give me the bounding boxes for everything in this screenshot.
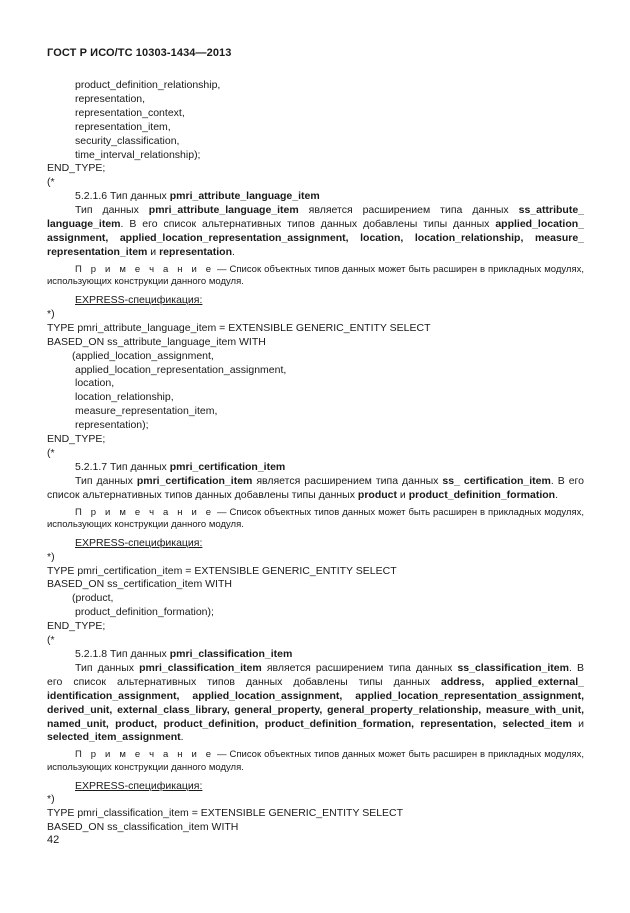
section-heading: 5.2.1.7 Тип данных pmri_certification_item xyxy=(75,460,286,473)
code-line: security_classification, xyxy=(75,134,180,147)
section-paragraph: Тип данных pmri_classification_item является расширением типа данных ss_classification_item. В его список альтернативных типов данных добавлены типы данных address, applied_external_ identification_assignment, applied_location_assignment, applied_location_representation_assignment, derived_unit, external_class_library, general_property, general_property_relationship, measure_with_unit, named_unit, product, product_definition, product_definition_formation, representation, selected_item и selected_item_assignment. xyxy=(47,661,584,744)
code-line: measure_representation_item, xyxy=(75,405,218,418)
comment-close: *) xyxy=(47,307,55,320)
code-line: (applied_location_assignment, xyxy=(72,349,214,362)
express-spec-label: EXPRESS-спецификация: xyxy=(75,779,203,792)
section-paragraph: Тип данных pmri_attribute_language_item является расширением типа данных ss_attribute_ language_item. В его список альтернативных типов данных добавлены типы данных applied_location_ assignment, applied_location_representation_assignment, location, location_relationship, measure_ representation_item и representation. xyxy=(47,204,584,258)
comment-open: (* xyxy=(47,634,55,647)
code-line: END_TYPE; xyxy=(47,162,106,175)
express-spec-label: EXPRESS-спецификация: xyxy=(75,536,203,549)
section-heading: 5.2.1.8 Тип данных pmri_classification_item xyxy=(75,648,293,660)
code-line: time_interval_relationship); xyxy=(75,148,201,161)
code-line: BASED_ON ss_certification_item WITH xyxy=(47,578,232,591)
code-line: applied_location_representation_assignment, xyxy=(75,363,287,376)
express-spec-label: EXPRESS-спецификация: xyxy=(75,293,203,306)
page-content xyxy=(47,79,584,835)
code-line: BASED_ON ss_attribute_language_item WITH xyxy=(47,335,266,348)
code-line: TYPE pmri_certification_item = EXTENSIBLE GENERIC_ENTITY SELECT xyxy=(47,564,397,577)
note: П р и м е ч а н и е — Список объектных типов данных может быть расширен в прикладных модулях, использующих конструкции данного модуля. xyxy=(47,506,584,531)
code-line: END_TYPE; xyxy=(47,433,106,446)
comment-close: *) xyxy=(47,550,55,563)
page-header: ГОСТ Р ИСО/ТС 10303-1434—2013 xyxy=(47,47,232,59)
code-line: representation); xyxy=(75,419,149,432)
comment-open: (* xyxy=(47,446,55,459)
note: П р и м е ч а н и е — Список объектных типов данных может быть расширен в прикладных модулях, использующих конструкции данного модуля. xyxy=(47,263,584,288)
note: П р и м е ч а н и е — Список объектных типов данных может быть расширен в прикладных модулях, использующих конструкции данного модуля. xyxy=(47,749,584,773)
page-number: 42 xyxy=(47,834,60,846)
code-line: (product, xyxy=(72,592,114,605)
section-heading: 5.2.1.6 Тип данных pmri_attribute_language_item xyxy=(75,190,320,203)
code-line: representation_item, xyxy=(75,120,171,133)
section-paragraph: Тип данных pmri_certification_item является расширением типа данных ss_ certification_item. В его список альтернативных типов данных добавлены типы данных product и product_definition_formation. xyxy=(47,474,584,501)
comment-open: (* xyxy=(47,176,55,189)
code-line: TYPE pmri_classification_item = EXTENSIBLE GENERIC_ENTITY SELECT xyxy=(47,807,404,820)
code-line: location, xyxy=(75,377,115,390)
code-line: product_definition_formation); xyxy=(75,606,214,619)
code-line: END_TYPE; xyxy=(47,620,106,633)
code-line: TYPE pmri_attribute_language_item = EXTENSIBLE GENERIC_ENTITY SELECT xyxy=(47,321,431,334)
code-line: representation_context, xyxy=(75,106,185,119)
code-line: BASED_ON ss_classification_item WITH xyxy=(47,821,239,834)
comment-close: *) xyxy=(47,793,55,806)
code-line: location_relationship, xyxy=(75,391,174,404)
code-line: product_definition_relationship, xyxy=(75,79,221,91)
code-line: representation, xyxy=(75,92,146,105)
